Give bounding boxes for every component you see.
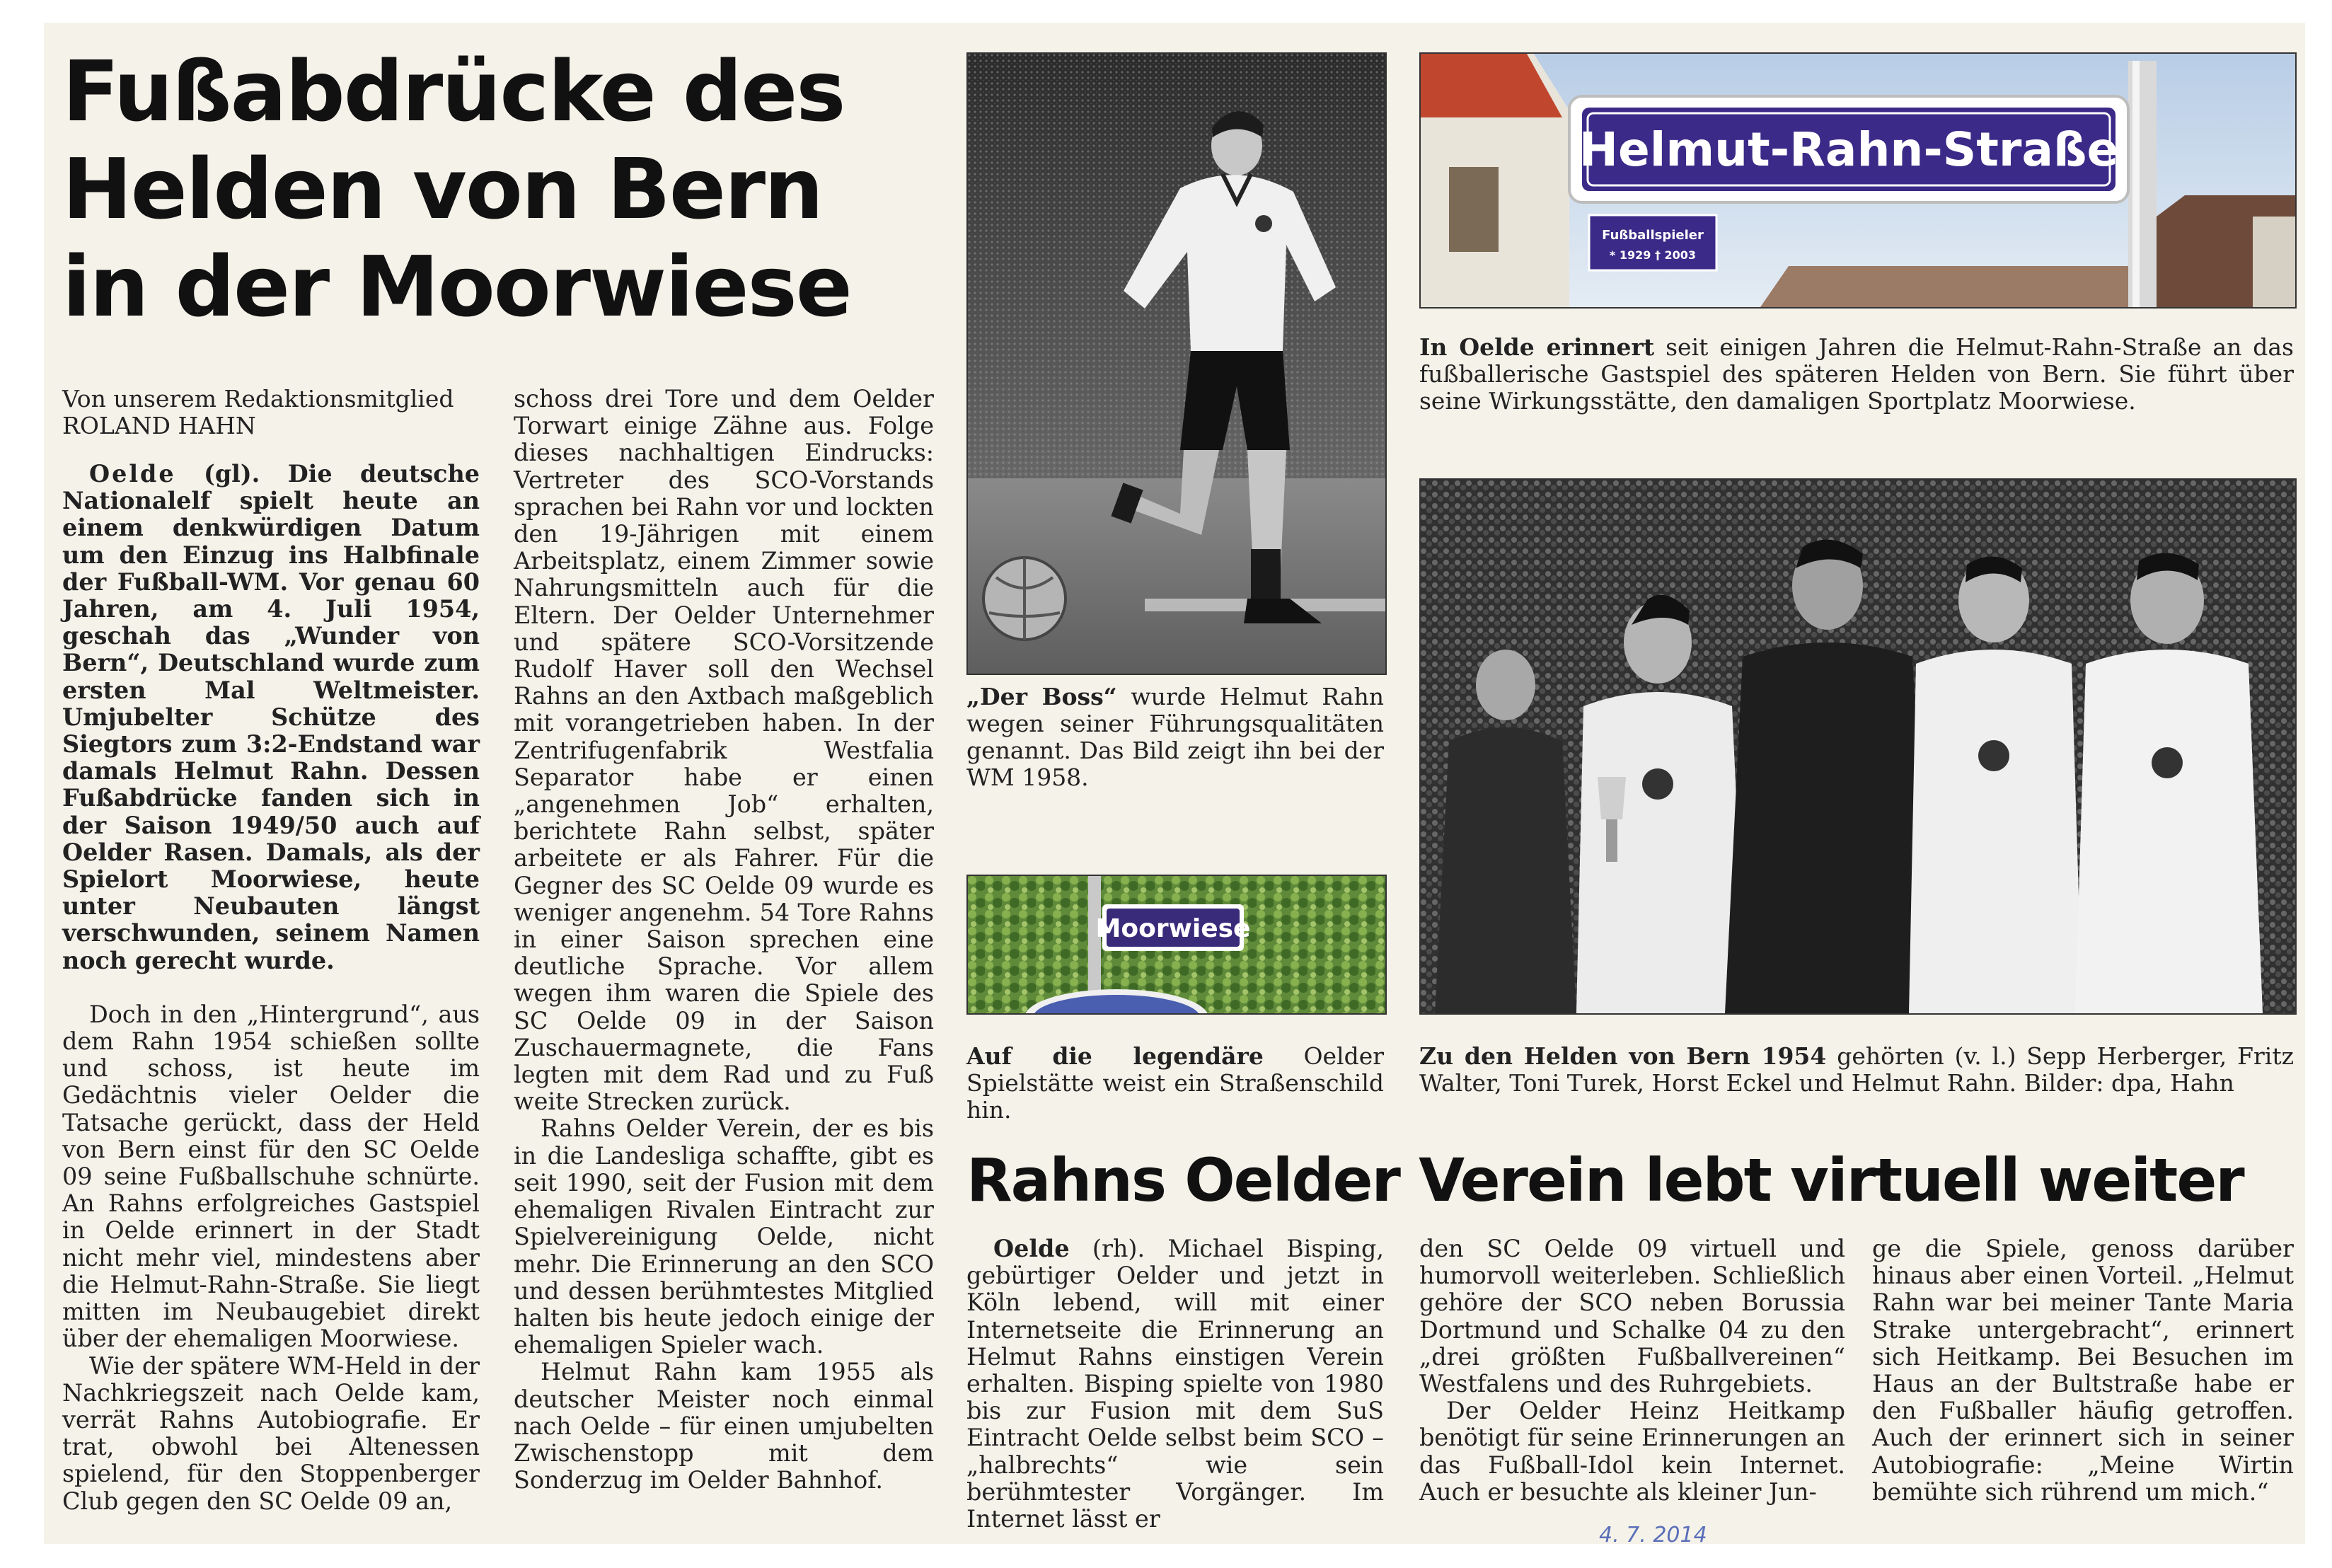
moorwiese-sign-text: Moorwiese xyxy=(1095,914,1251,943)
moorwiese-sign-illustration xyxy=(968,876,1385,1013)
caption-der-boss xyxy=(966,684,1384,791)
player-photo-illustration xyxy=(968,54,1385,674)
photo-der-boss xyxy=(966,52,1387,675)
second-column-3-paragraph-1: ge die Spiele, genoss darüber hinaus aber einen Vorteil. „Helmut Rahn war bei meiner Tante Maria Strake untergebracht“, erinnert sich Heitkamp. Bei Besuchen im Haus an der Bultstraße habe er den Fußballer häufig getroffen. Auch der erinnert sich in seiner Autobiografie: „Meine Wirtin bemühte sich rührend um mich.“ xyxy=(1872,1235,2294,1506)
second-column-2-paragraph-1: den SC Oelde 09 virtuell und humorvoll weiterleben. Schließlich gehöre der SCO neben Borussia Dortmund und Schalke 04 zu den „drei größten Fußballvereinen“ Westfalens und des Ruhrgebiets. xyxy=(1419,1235,1845,1398)
lead-paragraph xyxy=(62,461,480,974)
caption-moorwiese xyxy=(966,1043,1384,1124)
column-1-paragraph-2: Wie der spätere WM-Held in der Nachkriegszeit nach Oelde kam, verrät Rahns Autobiografie. Er trat, obwohl bei Altenessen spielend, für den Stoppenberger Club gegen den SC Oelde 09 an, xyxy=(62,1351,480,1515)
column-2-paragraph-1: schoss drei Tore und dem Oelder Torwart einige Zähne aus. Folge dieses nachhaltigen Eindrucks: Vertreter des SCO-Vorstands sprachen bei Rahn vor und lockten den 19-Jährigen mit einem Arbeitsplatz, einem Zimmer sowie Nahrungsmitteln auch für die Eltern. Der Oelder Unternehmer und spätere SCO-Vorsitzende Rudolf Haver soll den Wechsel Rahns an den Axtbach maßgeblich mit vorangetrieben haben. In der Zentrifugenfabrik Westfalia Separator habe er einen „angenehmen Job“ erhalten, berichtete Rahn selbst, später arbeitete er als Fahrer. Für die Gegner des SC Oelde 09 wurde es weniger angenehm. 54 Tore Rahns in einer Saison sprechen eine deutliche Sprache. Vor allem wegen ihm waren die Spiele des SC Oelde 09 in der Saison Zuschauermagnete, die Fans legten mit dem Rad und zu Fuß weite Strecken zurück. xyxy=(514,385,934,1116)
second-column-2-paragraph-2: Der Oelder Heinz Heitkamp benötigt für seine Erinnerungen an das Fußball-Idol kein Internet. Auch er besuchte als kleiner Jun- xyxy=(1419,1397,1845,1506)
caption-der-boss-text: wurde Helmut Rahn wegen seiner Führungsqualitäten genannt. Das Bild zeigt ihn bei der WM 1958. xyxy=(966,683,1384,791)
handwritten-date: 4. 7. 2014 xyxy=(1599,1523,1707,1547)
street-sign-text: Helmut-Rahn-Straße xyxy=(1578,122,2119,177)
caption-street-sign xyxy=(1419,334,2294,415)
caption-der-boss-bold: „Der Boss“ xyxy=(966,683,1117,710)
caption-street-bold: In Oelde erinnert xyxy=(1419,333,1655,361)
second-article-column-2 xyxy=(1419,1235,1845,1506)
team-photo-illustration xyxy=(1421,480,2295,1013)
lead-text: (gl). Die deutsche Nationalelf spielt heute an einem denkwürdigen Datum um den Einzug ins Halbfinale der Fußball-WM. Vor genau 60 Jahren, am 4. Juli 1954, geschah das „Wunder von Bern“, Deutschland wurde zum ersten Mal Weltmeister. Umjubelter Schütze des Siegtors zum 3:2-Endstand war damals Helmut Rahn. Dessen Fußabdrücke fanden sich in der Saison 1949/50 auch auf Oelder Rasen. Damals, als der Spielort Moorwiese, heute unter Neubauten längst verschwunden, seinem Namen noch gerecht wurde. xyxy=(62,460,480,974)
caption-helden-bold: Zu den Helden von Bern 1954 xyxy=(1419,1042,1827,1070)
headline-line-2: Helden von Bern xyxy=(62,140,823,238)
byline-author: ROLAND HAHN xyxy=(62,412,256,439)
second-column-1-text: (rh). Michael Bisping, gebürtiger Oelder und jetzt in Köln lebend, will mit einer Internetseite die Erinnerung an Helmut Rahns einstigen Verein erhalten. Bisping spielte von 1980 bis zur Fusion mit dem SuS Eintracht Oelde selbst beim SCO – „halbrechts“ wie sein berühmtester Vorgänger. Im Internet lässt er xyxy=(966,1235,1384,1533)
second-headline: Rahns Oelder Verein lebt virtuell weiter xyxy=(966,1146,2244,1215)
byline-line-1: Von unserem Redaktionsmitglied xyxy=(62,385,454,413)
main-headline xyxy=(62,42,954,335)
photo-helden-von-bern xyxy=(1419,478,2297,1015)
headline-line-1: Fußabdrücke des xyxy=(62,42,845,140)
column-1-paragraph-1: Doch in den „Hintergrund“, aus dem Rahn 1954 schießen sollte und schoss, ist heute im Gedächtnis vieler Oelder die Tatsache gerückt, dass der Held von Bern einst für den SC Oelde 09 seine Fußballschuhe schnürte. An Rahns erfolgreiches Gastspiel in Oelde erinnert in der Stadt nicht mehr viel, mindestens aber die Helmut-Rahn-Straße. Sie liegt mitten im Neubaugebiet direkt über der ehemaligen Moorwiese. xyxy=(62,1000,480,1353)
street-sign-illustration xyxy=(1421,54,2295,307)
article-column-1 xyxy=(62,386,480,1515)
photo-moorwiese-sign xyxy=(966,875,1387,1015)
caption-street-text: seit einigen Jahren die Helmut-Rahn-Straße an das fußballerische Gastspiel des späteren Helden von Bern. Sie führt über seine Wirkungsstätte, den damaligen Sportplatz Moorwiese. xyxy=(1419,333,2294,415)
caption-moorwiese-text: Oelder Spielstätte weist ein Straßenschild hin. xyxy=(966,1042,1385,1124)
dateline: Oelde xyxy=(89,460,176,488)
byline xyxy=(62,386,480,439)
sub-sign-line-1: Fußballspieler xyxy=(1602,228,1704,243)
second-article-column-1 xyxy=(966,1235,1384,1533)
column-2-paragraph-2: Rahns Oelder Verein, der es bis in die Landesliga schaffte, gibt es seit 1990, seit der Fusion mit dem ehemaligen Rivalen Eintracht zur Spielvereinigung Oelde, nicht mehr. Die Erinnerung an den SCO und dessen berühmtestes Mitglied halten bis heute jedoch einige der ehemaligen Spieler wach. xyxy=(514,1114,934,1359)
caption-helden xyxy=(1419,1043,2294,1097)
headline-line-3: in der Moorwiese xyxy=(62,238,851,335)
article-column-2 xyxy=(514,386,934,1494)
caption-moorwiese-bold: Auf die legendäre xyxy=(966,1042,1264,1070)
sub-sign-line-2: * 1929 † 2003 xyxy=(1609,248,1697,262)
second-article-column-3 xyxy=(1872,1235,2294,1506)
photo-street-sign xyxy=(1419,52,2297,309)
column-2-paragraph-3: Helmut Rahn kam 1955 als deutscher Meister noch einmal nach Oelde – für einen umjubelten Zwischenstopp mit dem Sonderzug im Oelder Bahnhof. xyxy=(514,1358,934,1494)
second-dateline: Oelde xyxy=(993,1235,1070,1262)
caption-helden-text: gehörten (v. l.) Sepp Herberger, Fritz Walter, Toni Turek, Horst Eckel und Helmut Rahn. Bilder: dpa, Hahn xyxy=(1419,1042,2295,1097)
